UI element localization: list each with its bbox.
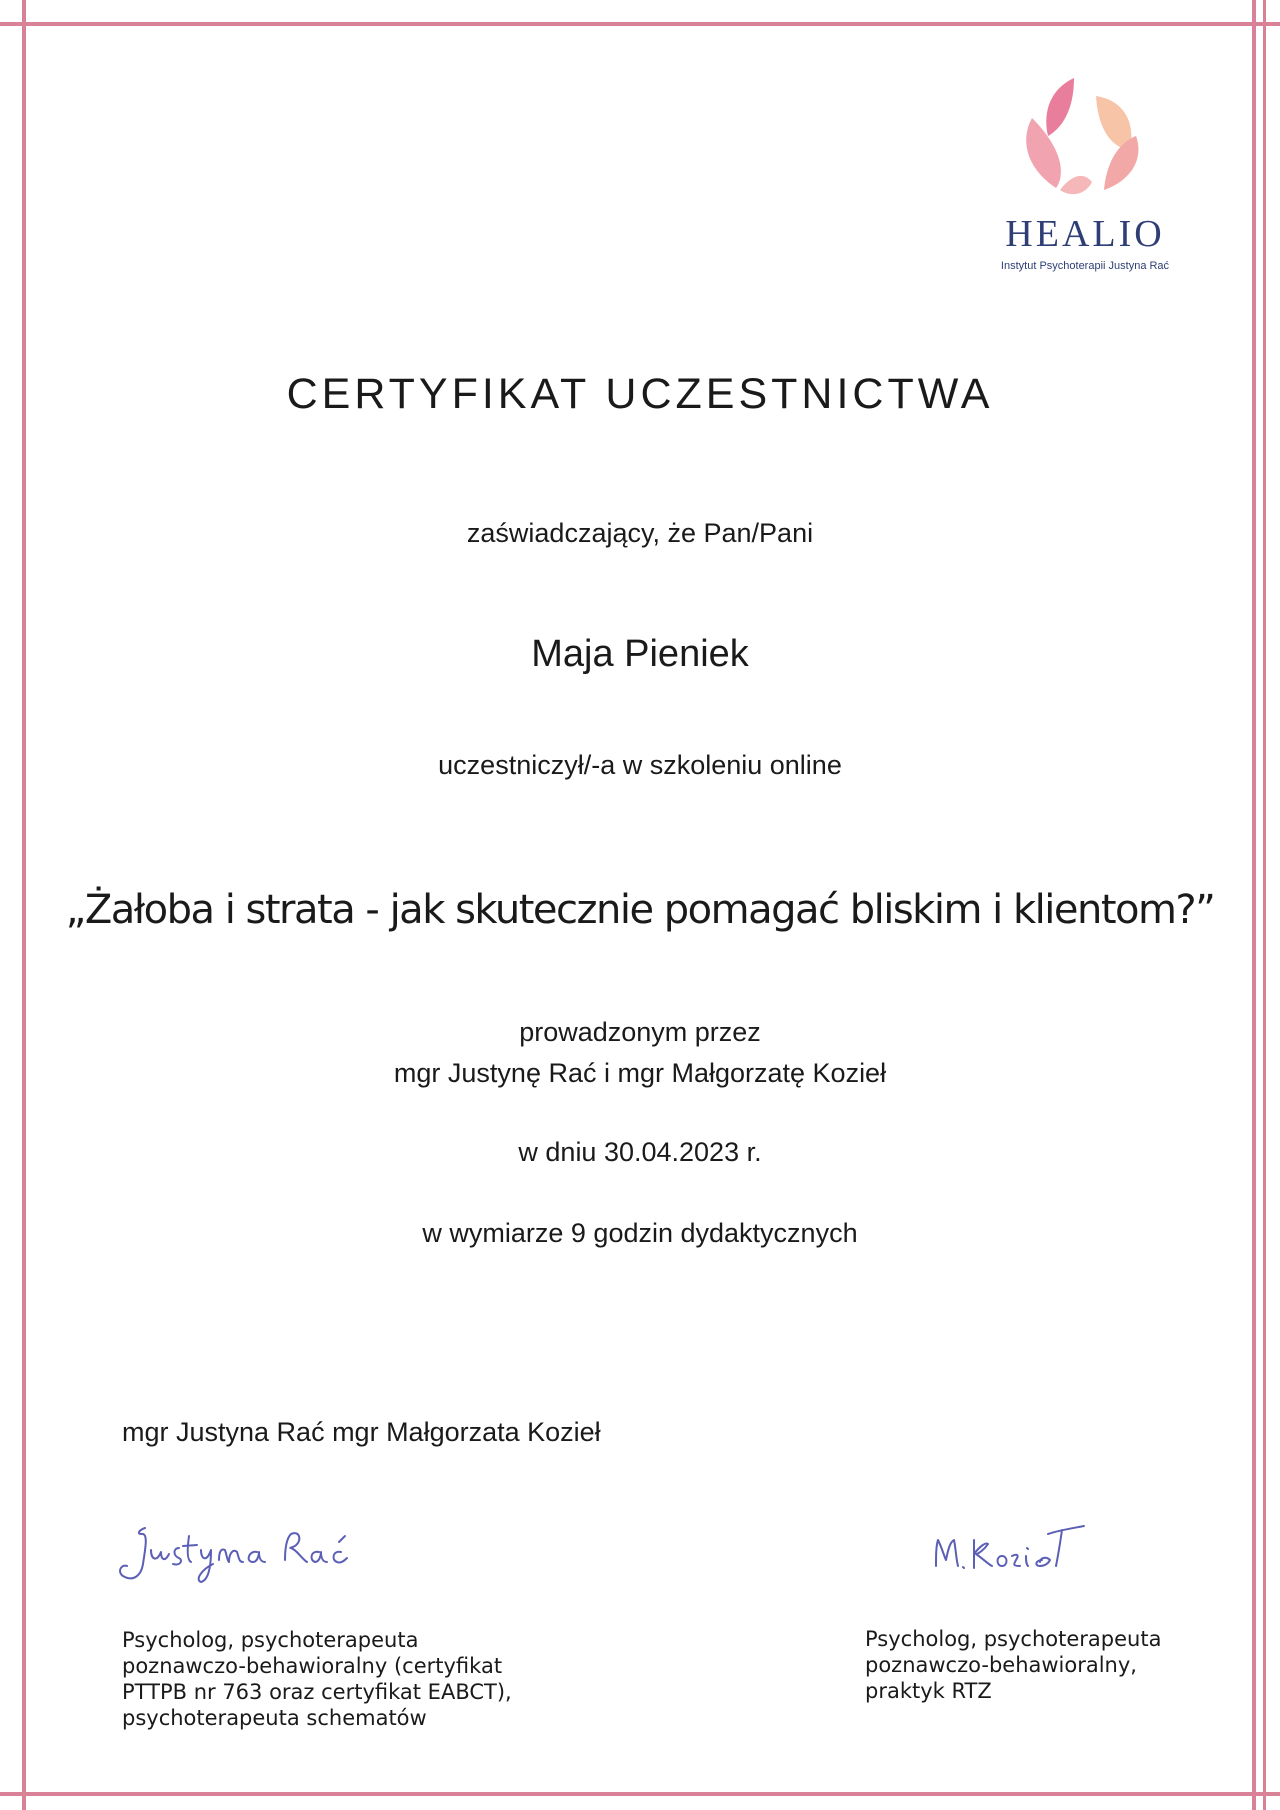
left-signer-description: [122, 1627, 512, 1731]
led-by-label: prowadzonym przez: [519, 1017, 761, 1047]
brand-subtitle: Instytut Psychoterapii Justyna Rać: [1000, 260, 1170, 272]
border-bottom: [0, 1792, 1280, 1796]
participant-name: Maja Pieniek: [531, 633, 749, 675]
participation-text: uczestniczył/-a w szkoleniu online: [438, 750, 842, 780]
certificate-title: CERTYFIKAT UCZESTNICTWA: [286, 370, 994, 418]
signers-names: mgr Justyna Rać mgr Małgorzata Kozieł: [122, 1417, 601, 1447]
description-line: PTTPB nr 763 oraz certyfikat EABCT),: [122, 1680, 512, 1704]
signature-justyna-rac: [115, 1520, 355, 1595]
intro-text: zaświadczający, że Pan/Pani: [466, 518, 814, 548]
course-title: „Żałoba i strata - jak skutecznie pomagać bliskim i klientom?”: [65, 887, 1215, 933]
date-line: w dniu 30.04.2023 r.: [518, 1137, 762, 1167]
right-signer-description: [865, 1626, 1161, 1704]
description-line: psychoterapeuta schematów: [122, 1706, 427, 1730]
brand-name: HEALIO: [1005, 213, 1165, 255]
hours-line: w wymiarze 9 godzin dydaktycznych: [422, 1218, 858, 1248]
healio-petals-icon: [1012, 70, 1152, 210]
description-line: Psycholog, psychoterapeuta: [865, 1627, 1162, 1651]
instructors-text: mgr Justynę Rać i mgr Małgorzatę Kozieł: [393, 1058, 887, 1088]
description-line: poznawczo-behawioralny,: [865, 1653, 1137, 1677]
signature-m-koziel: [930, 1520, 1090, 1585]
border-top: [0, 22, 1280, 26]
healio-logo: [970, 60, 1200, 290]
description-line: praktyk RTZ: [865, 1679, 992, 1703]
description-line: poznawczo-behawioralny (certyfikat: [122, 1654, 503, 1678]
description-line: Psycholog, psychoterapeuta: [122, 1628, 419, 1652]
